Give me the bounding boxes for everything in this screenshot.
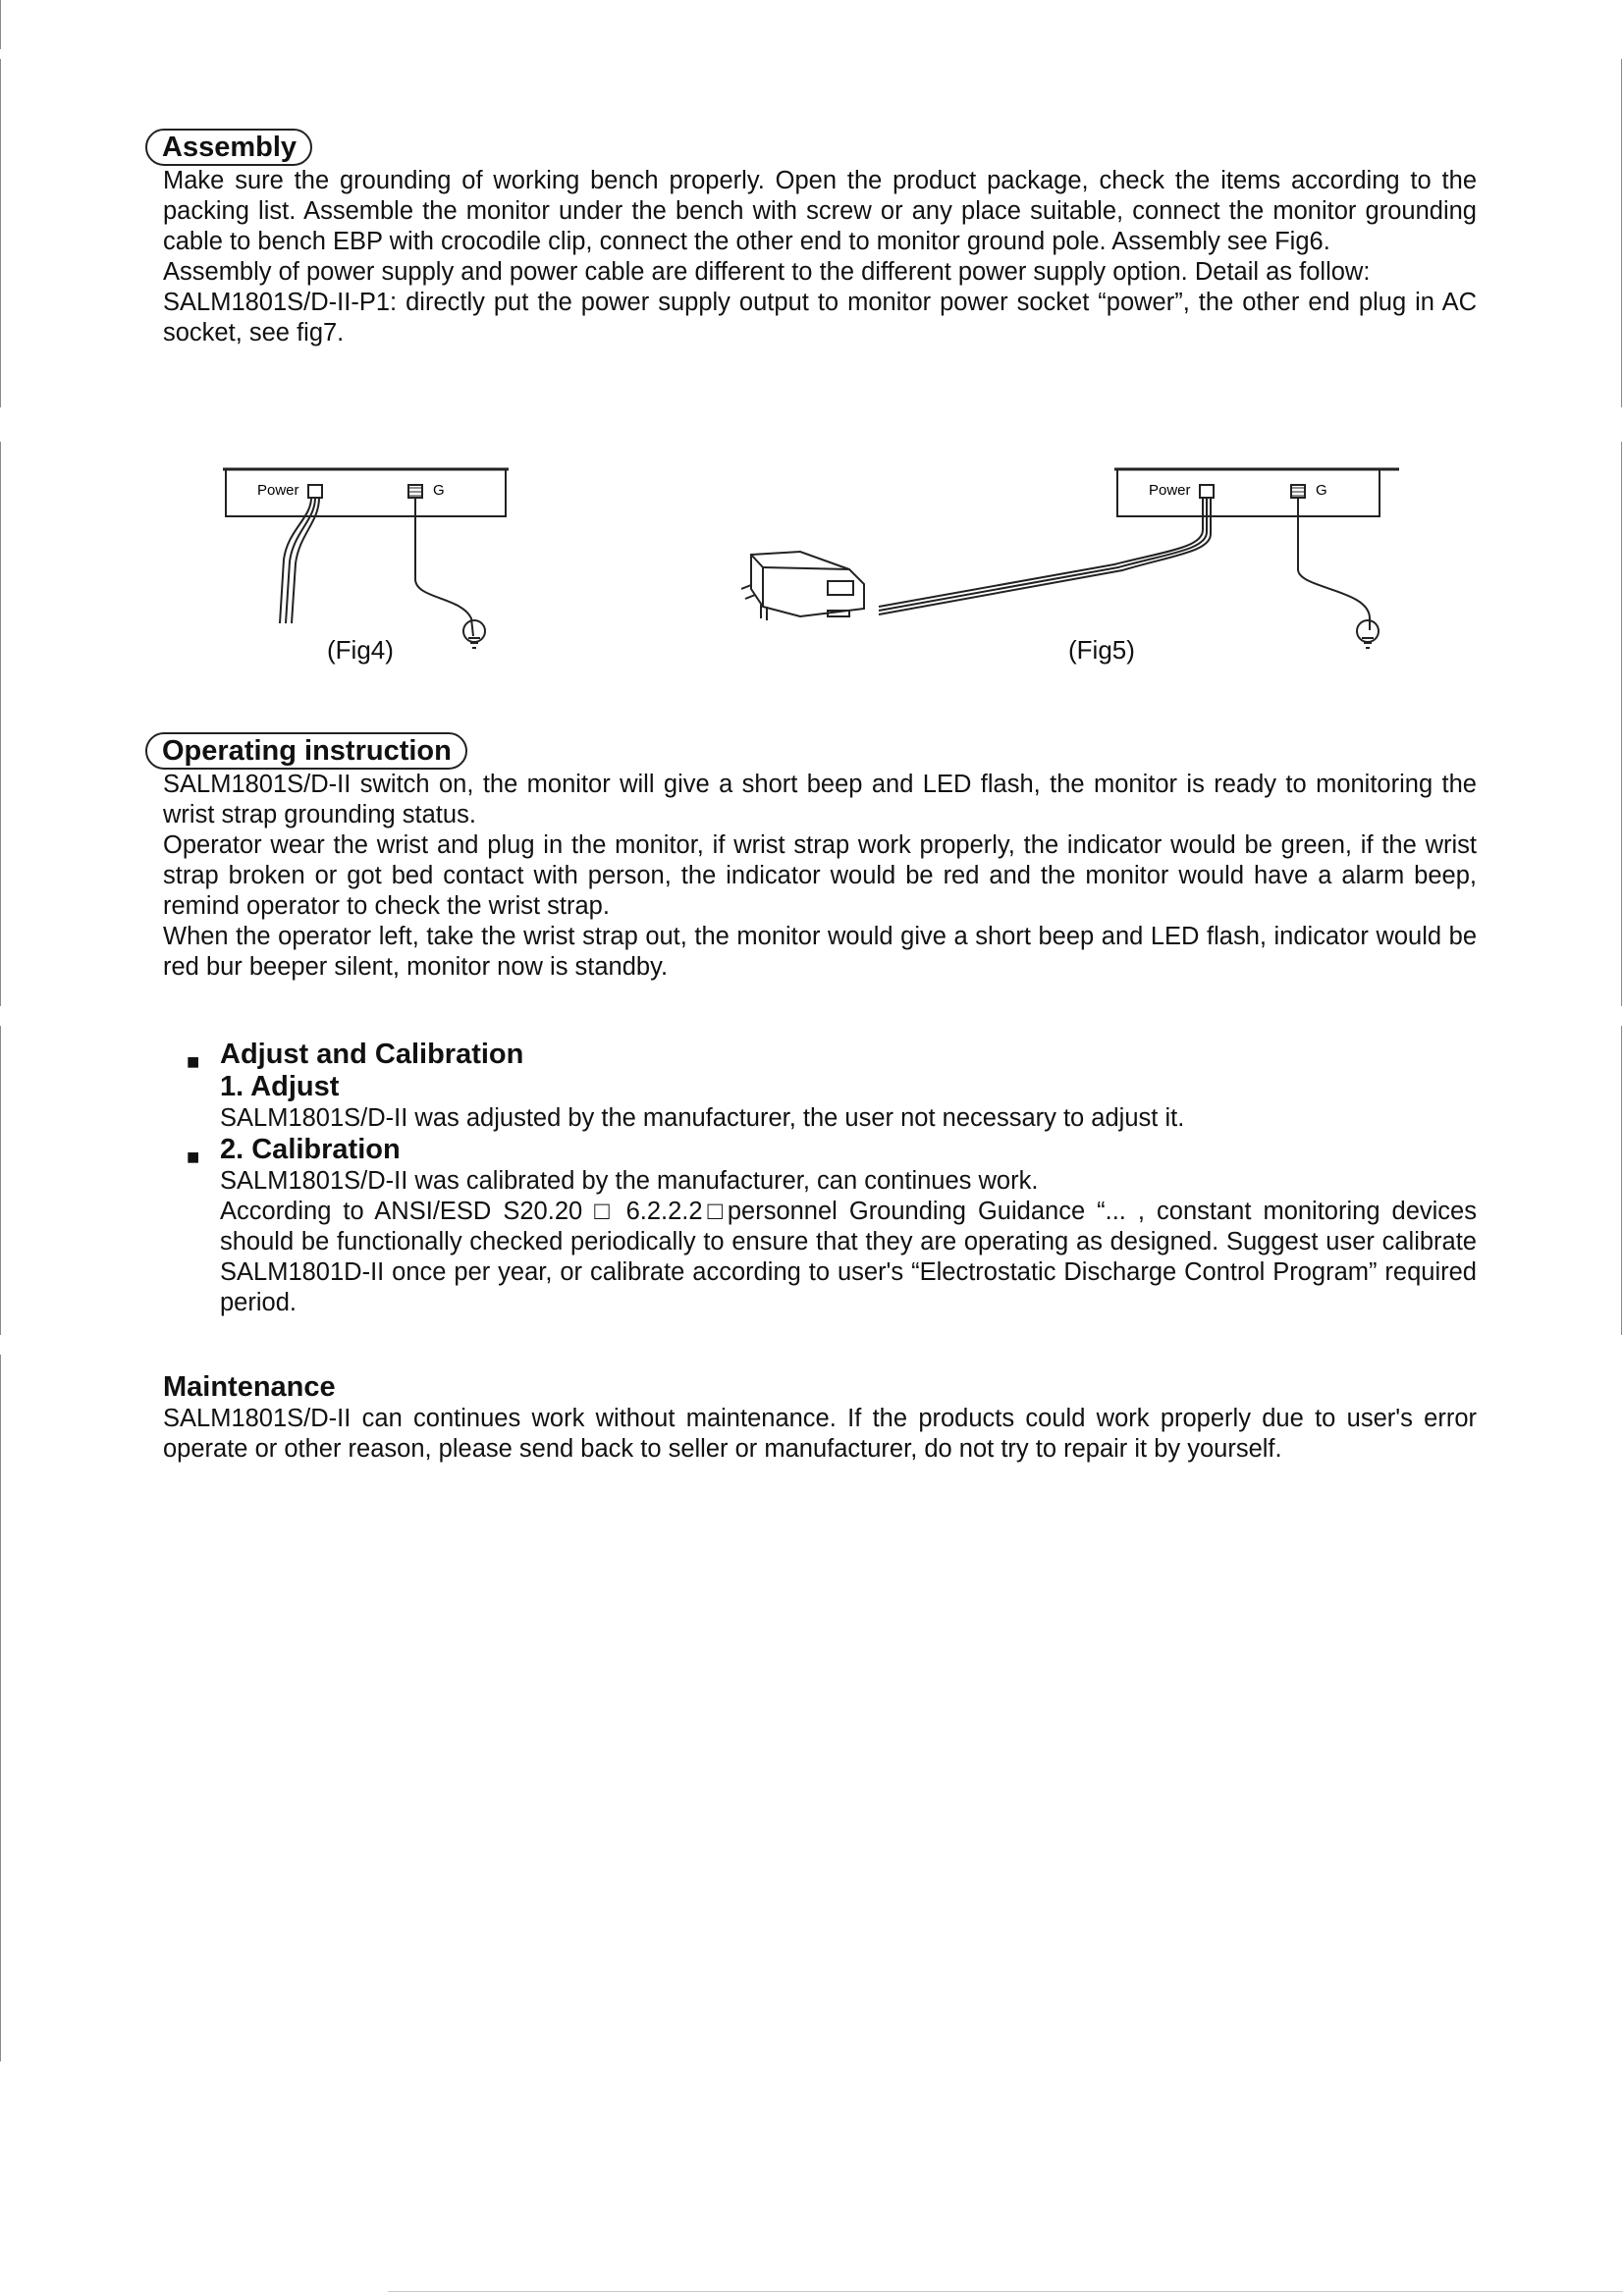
bullet-square-icon: ■ [187, 1145, 200, 1169]
bullet-square-icon: ■ [187, 1049, 200, 1074]
operating-section [163, 732, 1477, 983]
assembly-paragraph-3: SALM1801S/D-II-P1: directly put the power supply output to monitor power socket “power”, the other end plug in AC socket, see fig7. [163, 289, 1477, 347]
adjust-subtitle: 1. Adjust [220, 1071, 340, 1102]
page-border-left-4 [0, 1026, 1, 1335]
fig5-diagram [741, 461, 1399, 663]
maintenance-text: SALM1801S/D-II can continues work without maintenance. If the products could work properly due to user's error operate or other reason, please send back to seller or manufacturer, do not try to repair it by yourself. [163, 1405, 1477, 1463]
operating-paragraph-1: SALM1801S/D-II switch on, the monitor will give a short beep and LED flash, the monitor is ready to monitoring the wrist strap grounding status. [163, 771, 1477, 828]
fig4-power-label: Power [257, 482, 299, 499]
fig4-diagram [221, 461, 515, 658]
page-border-left-5 [0, 1355, 1, 2061]
page-border-right-1 [1621, 59, 1622, 407]
assembly-title: Assembly [145, 129, 312, 166]
calibration-text-2: According to ANSI/ESD S20.20 □ 6.2.2.2□personnel Grounding Guidance “... , constant monitoring devices should be functionally checked periodically to ensure that they are operating as designed. Suggest user calibrate SALM1801D-II once per year, or calibrate according to user's “Electrostatic Discharge Control Program” required period. [220, 1198, 1477, 1316]
maintenance-title: Maintenance [163, 1371, 336, 1403]
operating-paragraph-2: Operator wear the wrist and plug in the monitor, if wrist strap work properly, the indicator would be green, if the wrist strap broken or got bed contact with person, the indicator would be red and the monitor would have a alarm beep, remind operator to check the wrist strap. [163, 831, 1477, 920]
page-border-left-1 [0, 0, 1, 49]
assembly-paragraph-1: Make sure the grounding of working bench properly. Open the product package, check the items according to the packing list. Assemble the monitor under the bench with screw or any place suitable, connect the monitor grounding cable to bench EBP with crocodile clip, connect the other end to monitor ground pole. Assembly see Fig6. [163, 167, 1477, 255]
adjust-section [187, 1039, 1477, 1318]
fig5-caption: (Fig5) [1068, 635, 1135, 665]
page-border-right-2 [1621, 442, 1622, 1006]
page-border-left-2 [0, 59, 1, 407]
adjust-title: Adjust and Calibration [220, 1039, 524, 1070]
page-bottom-rule [388, 2291, 1623, 2292]
assembly-paragraph-2: Assembly of power supply and power cable are different to the different power supply option. Detail as follow: [163, 258, 1371, 286]
page-border-right-3 [1621, 1026, 1622, 1335]
page-border-left-3 [0, 442, 1, 1006]
calibration-text-1: SALM1801S/D-II was calibrated by the manufacturer, can continues work. [220, 1167, 1039, 1195]
adjust-heading [187, 1039, 1477, 1074]
maintenance-section [163, 1371, 1477, 1465]
adjust-text: SALM1801S/D-II was adjusted by the manufacturer, the user not necessary to adjust it. [220, 1104, 1185, 1132]
operating-paragraph-3: When the operator left, take the wrist strap out, the monitor would give a short beep and LED flash, indicator would be red bur beeper silent, monitor now is standby. [163, 923, 1477, 981]
fig4-caption: (Fig4) [327, 635, 394, 665]
fig5-power-label: Power [1149, 482, 1191, 499]
calibration-heading [187, 1134, 1477, 1169]
operating-title: Operating instruction [145, 732, 467, 770]
assembly-section [163, 129, 1477, 348]
fig5-ground-label: G [1316, 482, 1327, 499]
calibration-title: 2. Calibration [220, 1134, 401, 1165]
fig4-ground-label: G [433, 482, 445, 499]
